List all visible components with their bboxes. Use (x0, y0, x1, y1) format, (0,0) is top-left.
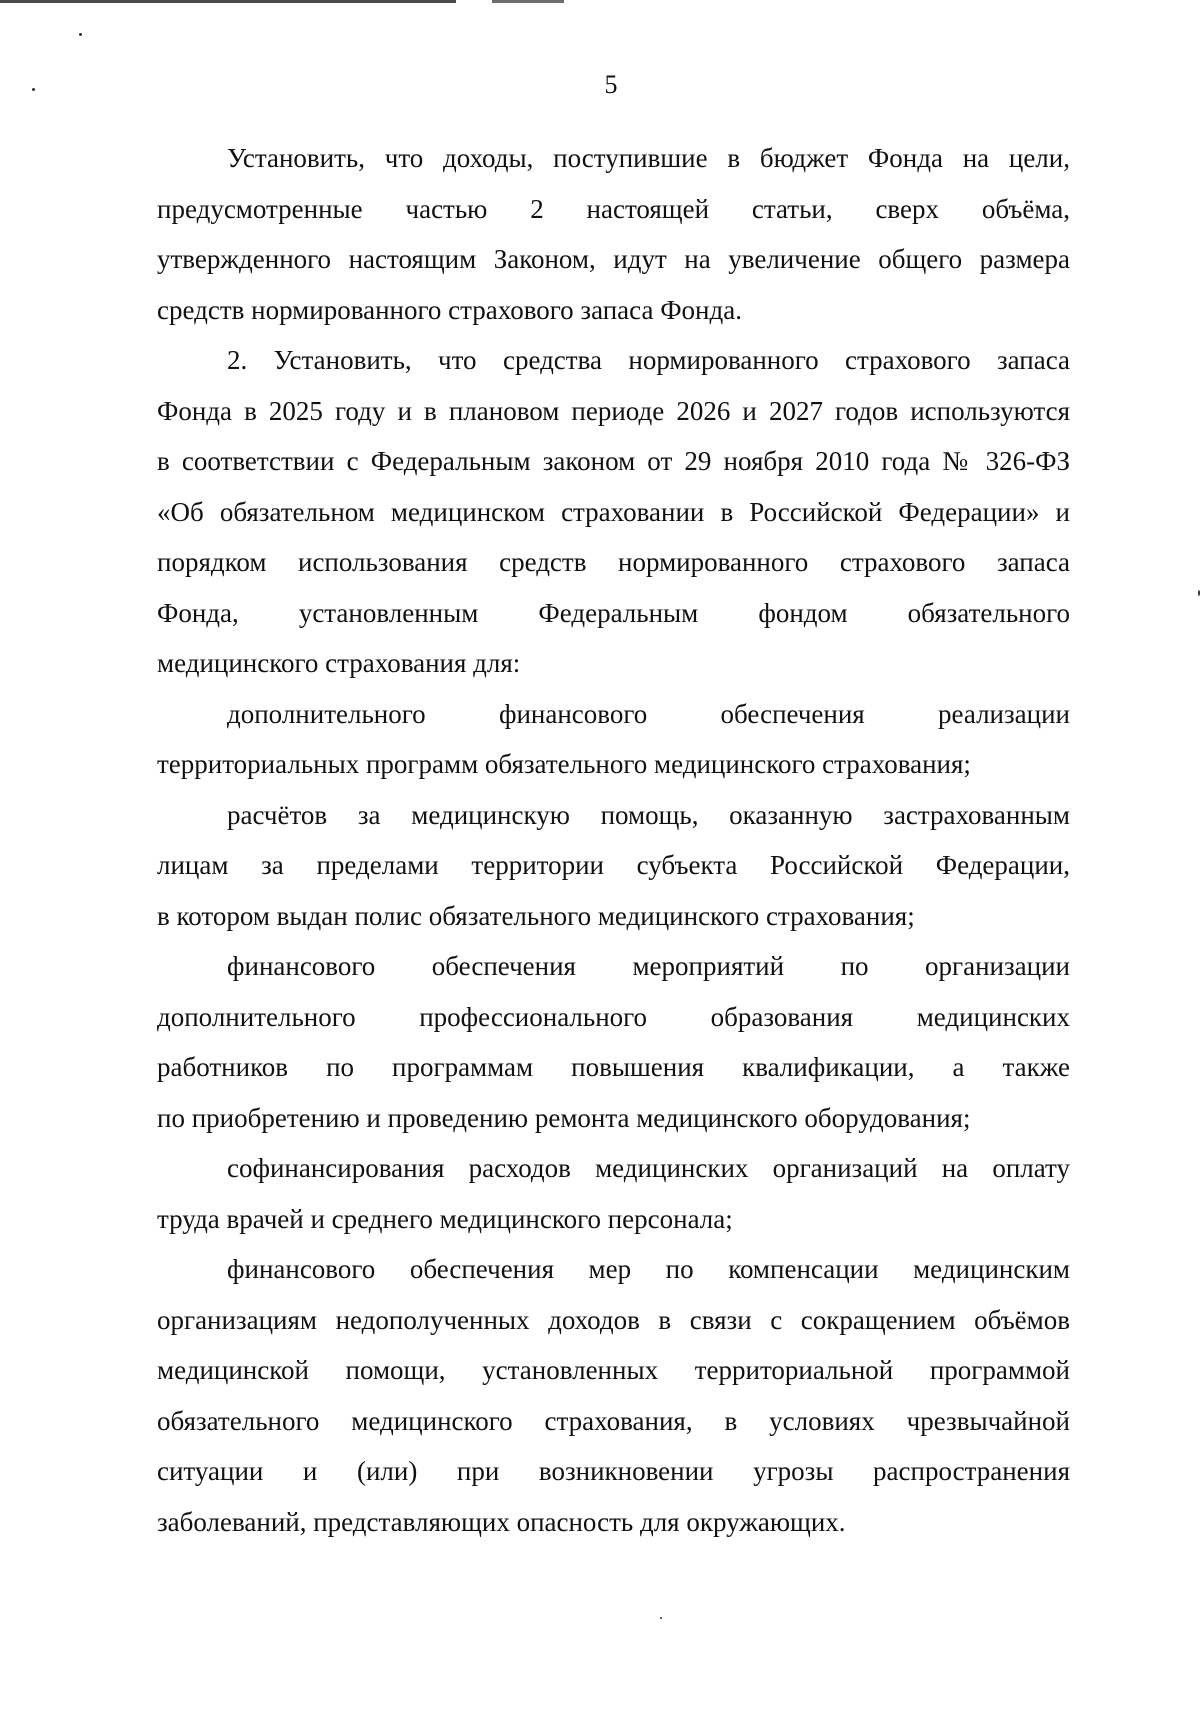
text-line: труда врачей и среднего медицинского персонала; (157, 1203, 733, 1234)
page-number: 5 (604, 70, 618, 99)
text-line: организациям недополученных доходов в связи с сокращением объёмов (157, 1304, 1070, 1335)
scan-speck (32, 88, 35, 91)
text-line: порядком использования средств нормированного страхового запаса (157, 547, 1070, 577)
text-line: лицам за пределами территории субъекта Российской Федерации, (157, 850, 1070, 880)
text-line: работников по программам повышения квалификации, а также (157, 1052, 1070, 1082)
text-line: дополнительного профессионального образования медицинских (157, 1001, 1070, 1032)
text-line: Установить, что доходы, поступившие в бюджет Фонда на цели, (227, 143, 1070, 173)
text-line: по приобретению и проведению ремонта медицинского оборудования; (157, 1102, 971, 1133)
scan-top-edge (0, 0, 1200, 3)
text-line: территориальных программ обязательного медицинского страхования; (157, 749, 971, 779)
text-line: финансового обеспечения мероприятий по организации (227, 951, 1070, 981)
text-line: Фонда, установленным Федеральным фондом обязательного (157, 597, 1070, 628)
text-line: финансового обеспечения мер по компенсации медицинским (227, 1254, 1070, 1284)
text-line: утвержденного настоящим Законом, идут на увеличение общего размера (157, 244, 1070, 274)
text-line: предусмотренные частью 2 настоящей статьи, сверх объёма, (157, 193, 1070, 224)
text-line: ситуации и (или) при возникновении угрозы распространения (157, 1456, 1070, 1486)
text-line: обязательного медицинского страхования, в условиях чрезвычайной (157, 1405, 1070, 1436)
text-line: в соответствии с Федеральным законом от 29 ноября 2010 года № 326-ФЗ (157, 446, 1070, 476)
text-line: в котором выдан полис обязательного медицинского страхования; (157, 900, 915, 931)
text-line: средств нормированного страхового запаса Фонда. (157, 294, 742, 325)
text-line: расчётов за медицинскую помощь, оказанную застрахованным (227, 799, 1070, 830)
text-line: софинансирования расходов медицинских организаций на оплату (227, 1153, 1070, 1183)
scan-speck (660, 1617, 662, 1619)
text-line: заболеваний, представляющих опасность для окружающих. (157, 1506, 846, 1537)
text-line: Фонда в 2025 году и в плановом периоде 2026 и 2027 годов используются (157, 395, 1070, 426)
text-line: «Об обязательном медицинском страховании в Российской Федерации» и (157, 496, 1070, 527)
text-line: медицинской помощи, установленных территориальной программой (157, 1355, 1070, 1385)
text-line: 2. Установить, что средства нормированного страхового запаса (227, 345, 1070, 375)
text-line: дополнительного финансового обеспечения реализации (227, 698, 1070, 729)
document-body (157, 133, 1070, 1547)
text-line: медицинского страхования для: (157, 648, 521, 678)
scan-speck (79, 33, 82, 36)
